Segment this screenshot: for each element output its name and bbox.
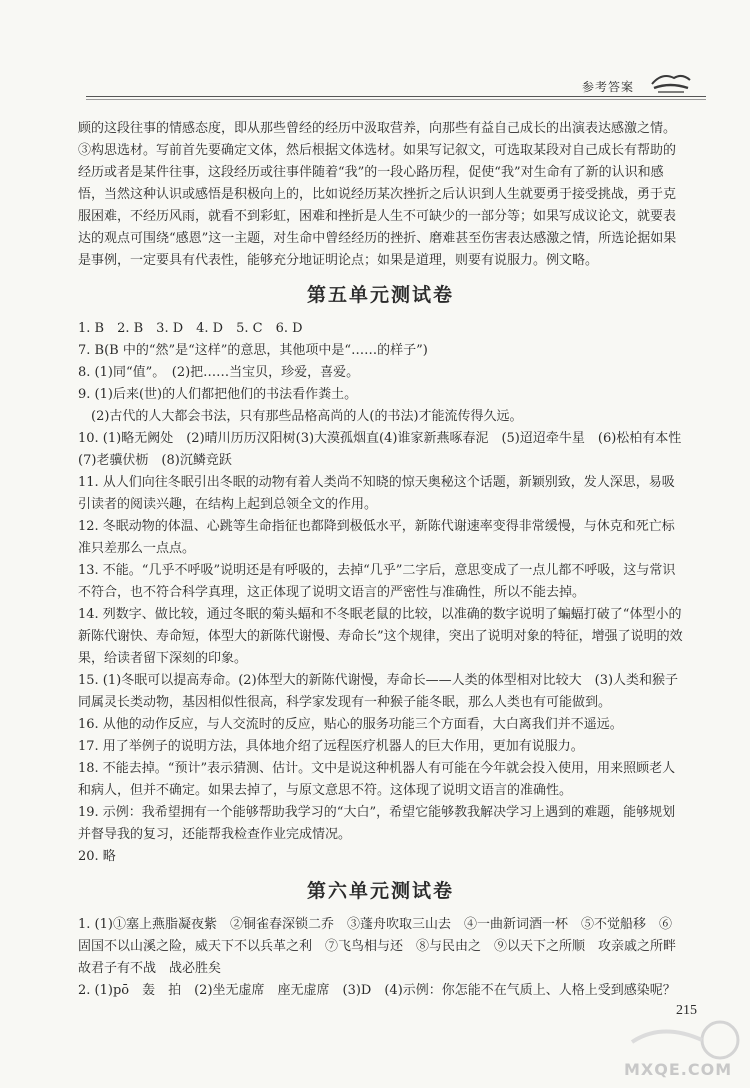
answer-item: 16. 从他的动作反应，与人交流时的反应，贴心的服务功能三个方面看，大白离我们并不遥远。	[78, 717, 623, 732]
answer-item: 7. B(B 中的“然”是“这样”的意思，其他项中是“……的样子”)	[78, 343, 428, 358]
answer-item: 17. 用了举例子的说明方法，具体地介绍了远程医疗机器人的巨大作用，更加有说服力。	[78, 739, 584, 754]
unit6-title: 第六单元测试卷	[306, 880, 454, 902]
answer-item: 18. 不能去掉。“预计”表示猜测、估计。文中是说这种机器人有可能在今年就会投入使用，用来照顾老人和病人，但并不确定。如果去掉了，与原文意思不符。这体现了说明文语言的准确性。	[78, 761, 676, 798]
answer-item: (2)古代的人大都会书法，只有那些品格高尚的人(的书法)才能流传得久远。	[78, 409, 523, 424]
answer-item: 14. 列数字、做比较，通过冬眠的菊头蝠和不冬眠老鼠的比较，以准确的数字说明了蝙蝠打破了“体型小的新陈代谢快、寿命短，体型大的新陈代谢慢、寿命长”这个规律，突出了说明对象的特征，增强了说明的效果，给读者留下深刻的印象。	[78, 607, 683, 666]
answer-item: 1. (1)①塞上燕脂凝夜紫 ②铜雀春深锁二乔 ③蓬舟吹取三山去 ④一曲新词酒一杯 ⑤不觉船移 ⑥固国不以山溪之险，威天下不以兵革之利 ⑦飞鸟相与还 ⑧与民由之 ⑨以天下之所顺 攻亲戚之所畔 故君子有不战 战必胜矣	[78, 917, 690, 976]
page-number: 215	[676, 1003, 697, 1018]
unit6-items	[78, 914, 690, 1002]
header-rule	[86, 96, 706, 97]
answer-item: 10. (1)略无阙处 (2)晴川历历汉阳树(3)大漠孤烟直(4)谁家新燕啄春泥 (5)迢迢牵牛星 (6)松柏有本性 (7)老骥伏枥 (8)沉鳞竞跃	[78, 431, 695, 468]
watermark-text: MXQE.COM	[624, 1060, 733, 1079]
answer-item: 11. 从人们向往冬眠引出冬眠的动物有着人类尚不知晓的惊天奥秘这个话题，新颖别致，发人深思，易吸引读者的阅读兴趣，在结构上起到总领全文的作用。	[78, 475, 675, 512]
answer-item: 8. (1)同“值”。 (2)把……当宝贝，珍爱，喜爱。	[78, 365, 360, 380]
answer-item: 12. 冬眠动物的体温、心跳等生命指征也都降到极低水平，新陈代谢速率变得非常缓慢，与休克和死亡标准只差那么一点点。	[78, 519, 675, 556]
answer-item: 20. 略	[78, 849, 116, 864]
header-label: 参考答案	[581, 80, 634, 94]
intro-paragraph: 顾的这段往事的情感态度，即从那些曾经的经历中汲取营养，向那些有益自己成长的出演表达感激之情。③构思选材。写前首先要确定文体，然后根据文体选材。如果写记叙文，可选取某段对自己成长有帮助的经历或者是某件往事，这段经历或往事伴随着“我”的一段心路历程，促使“我”对生命有了新的认识和感悟，当然这种认识或感悟是积极向上的，比如说经历某次挫折之后认识到人生就要勇于接受挑战，勇于克服困难，不经历风雨，就看不到彩虹，困难和挫折是人生不可缺少的一部分等；如果写成议论文，就要表达的观点可围绕“感恩”这一主题，对生命中曾经经历的挫折、磨难甚至伤害表达感激之情，所选论据如果是事例，一定要具有代表性，能够充分地证明论点；如果是道理，则要有说服力。例文略。	[78, 121, 677, 268]
answer-content	[78, 118, 695, 1002]
unit5-title: 第五单元测试卷	[306, 284, 454, 306]
answer-item: 2. (1)pō 轰 拍 (2)坐无虚席 座无虚席 (3)D (4)示例：你怎能不在气质上、人格上受到感染呢？	[78, 983, 676, 998]
answer-item: 19. 示例：我希望拥有一个能够帮助我学习的“大白”，希望它能够教我解决学习上遇到的难题，能够规划并督导我的复习，还能帮我检查作业完成情况。	[78, 805, 676, 842]
unit5-items	[78, 318, 695, 868]
answer-item: 15. (1)冬眠可以提高寿命。(2)体型大的新陈代谢慢，寿命长——人类的体型相对比较大 (3)人类和猴子同属灵长类动物，基因相似性很高，科学家发现有一种猴子能冬眠，那么人类也有可能做到。	[78, 673, 679, 710]
header-rule-secondary	[86, 99, 706, 100]
page-header	[86, 70, 706, 100]
answer-item: 9. (1)后来(世)的人们都把他们的书法看作粪土。	[78, 387, 358, 402]
answer-item: 1. B 2. B 3. D 4. D 5. C 6. D	[78, 321, 303, 336]
answer-item: 13. 不能。“几乎不呼吸”说明还是有呼吸的，去掉“几乎”二字后，意思变成了一点儿都不呼吸，这与常识不符合，也不符合科学真理，这正体现了说明文语言的严密性与准确性，所以不能去掉。	[78, 563, 676, 600]
